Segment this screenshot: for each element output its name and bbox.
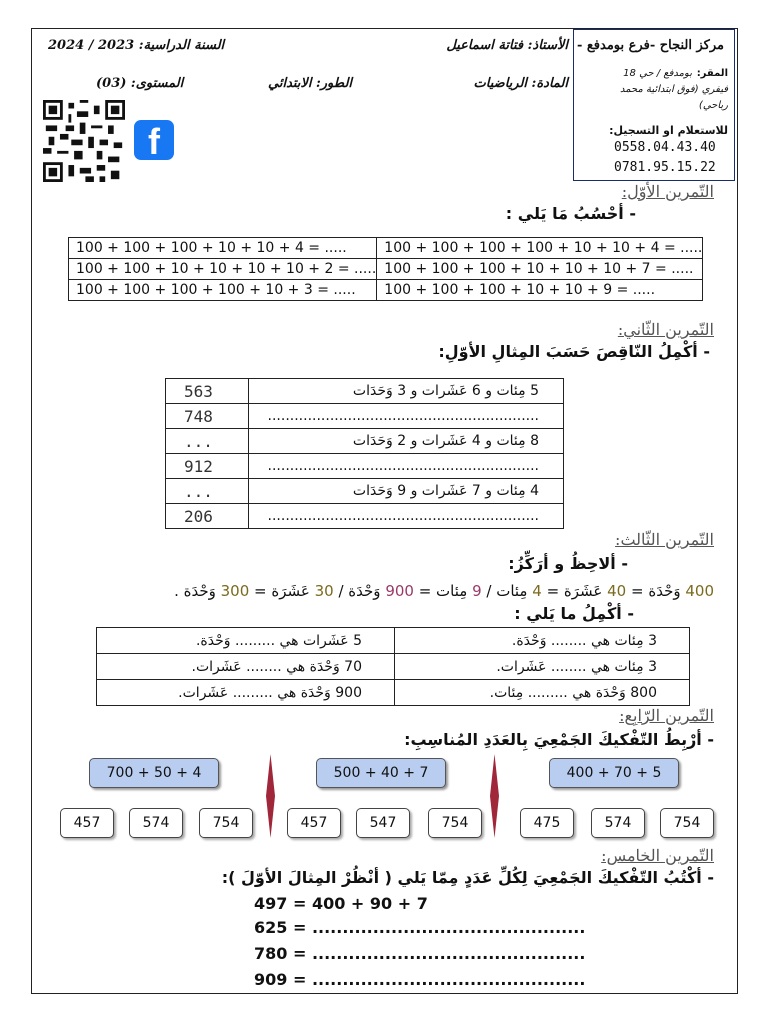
table-row: [69, 238, 703, 259]
sum-card[interactable]: 700 + 50 + 4: [89, 758, 219, 788]
address-line: فيفري (فوق ابتدائية محمد: [620, 84, 728, 95]
text-cell: .............................................................: [249, 504, 564, 529]
decomposition-line: 909 = .............................................: [254, 970, 586, 989]
note-text: عَشَرَة =: [249, 582, 315, 600]
stage: الطور: الابتدائي: [268, 76, 353, 91]
note-text: مِئات /: [481, 582, 533, 600]
table-row: [69, 280, 703, 301]
note-number: 9: [472, 582, 482, 600]
table-cell: 100 + 100 + 100 + 100 + 10 + 10 + 4 = .....: [377, 238, 703, 259]
table-cell: 100 + 100 + 100 + 10 + 10 + 9 = .....: [377, 280, 703, 301]
decomposition-line: 497 = 400 + 90 + 7: [254, 894, 428, 913]
table-cell: 100 + 100 + 100 + 10 + 10 + 4 = .....: [69, 238, 377, 259]
center-name: مركز النجاح -فرع بومدفع -: [576, 38, 724, 53]
note-number: 300: [220, 582, 250, 600]
number-option[interactable]: 547: [356, 808, 410, 838]
table-cell: 3 مِئات هي ........ عَشَرات.: [395, 654, 690, 680]
exercise-3-title: التّمرين الثّالث:: [615, 530, 714, 549]
exercise-5-title: التّمرين الخامس:: [601, 846, 714, 865]
table-row: [166, 404, 564, 429]
note-number: 40: [607, 582, 627, 600]
table-row: [97, 628, 690, 654]
number-option[interactable]: 574: [129, 808, 183, 838]
note-text: وَحْدَة .: [174, 582, 221, 600]
number-option[interactable]: 754: [660, 808, 714, 838]
table-row: [166, 504, 564, 529]
number-option[interactable]: 574: [591, 808, 645, 838]
table-cell: 100 + 100 + 10 + 10 + 10 + 10 + 2 = .....: [69, 259, 377, 280]
text-cell: 8 مِئات و 4 عَشَرات و 2 وَحَدَات: [249, 429, 564, 454]
subject: المادة: الرياضيات: [473, 76, 568, 91]
exercise-3-complete-instruction: - أكْمِلُ ما يَلي :: [514, 604, 634, 623]
exercise-2-table: [165, 378, 564, 529]
sum-card[interactable]: 500 + 40 + 7: [316, 758, 446, 788]
separator-divider: [266, 754, 275, 838]
note-text: وَحْدَة /: [333, 582, 386, 600]
teacher-name: الأستاذ: فتاتة اسماعيل: [446, 38, 568, 53]
number-cell: 563: [166, 379, 249, 404]
exercise-2-instruction: - أكْمِلُ النّاقِصَ حَسَبَ المِثالِ الأوّلِ:: [438, 342, 710, 361]
exercise-3-observe-instruction: - ألاحِظُ و أرَكِّزُ:: [508, 554, 628, 573]
number-option[interactable]: 754: [428, 808, 482, 838]
note-number: 4: [532, 582, 542, 600]
note-number: 900: [385, 582, 414, 600]
note-text: مِئات =: [413, 582, 473, 600]
qr-code-icon: [41, 100, 127, 182]
number-cell: 912: [166, 454, 249, 479]
number-cell: ...: [166, 429, 249, 454]
phone-number: 0558.04.43.40: [614, 140, 716, 155]
table-cell: 900 وَحْدَة هي ......... عَشَرات.: [97, 680, 395, 706]
table-cell: 3 مِئات هي ........ وَحْدَة.: [395, 628, 690, 654]
number-cell: 748: [166, 404, 249, 429]
number-option[interactable]: 457: [60, 808, 114, 838]
table-row: [69, 259, 703, 280]
address-line: بومدفع / حي 18: [623, 68, 692, 79]
table-row: [166, 429, 564, 454]
exercise-2-title: التّمرين الثّاني:: [617, 320, 714, 339]
table-cell: 100 + 100 + 100 + 100 + 10 + 3 = .....: [69, 280, 377, 301]
number-option[interactable]: 754: [199, 808, 253, 838]
exercise-5-instruction: - أكْتُبُ التّفْكيكَ الجَمْعِيَ لِكُلِّ عَدَدٍ مِمّا يَلي ( أنْظُرْ المِثالَ الأوّلَ ):: [221, 868, 714, 887]
number-cell: 206: [166, 504, 249, 529]
center-info-box: [573, 29, 735, 181]
level: المستوى: (03): [96, 76, 184, 91]
address-label: المقر:: [696, 68, 728, 79]
exercise-1-title: التّمرين الأوّل:: [621, 182, 714, 201]
exercise-4-instruction: - أرْبِطُ التّفْكيكَ الجَمْعِيَ بِالعَدَدِ المُناسِبِ:: [404, 730, 714, 749]
exercise-3-table: [96, 627, 690, 706]
phone-number: 0781.95.15.22: [614, 160, 716, 175]
facebook-icon: f: [134, 120, 174, 160]
exercise-1-table: [68, 237, 703, 301]
number-option[interactable]: 475: [520, 808, 574, 838]
exercise-3-note: [174, 582, 714, 600]
note-text: وَحْدَة =: [626, 582, 686, 600]
sum-card[interactable]: 400 + 70 + 5: [549, 758, 679, 788]
table-cell: 100 + 100 + 100 + 10 + 10 + 10 + 7 = .....: [377, 259, 703, 280]
table-cell: 5 عَشَرات هي ......... وَحْدَة.: [97, 628, 395, 654]
note-text: عَشَرَة =: [541, 582, 608, 600]
table-cell: 800 وَحْدَة هي ......... مِئات.: [395, 680, 690, 706]
note-number: 400: [685, 582, 714, 600]
table-row: [97, 680, 690, 706]
exercise-4-title: التّمرين الرّابِع:: [619, 706, 714, 725]
number-option[interactable]: 457: [287, 808, 341, 838]
table-row: [166, 454, 564, 479]
table-row: [97, 654, 690, 680]
number-cell: ...: [166, 479, 249, 504]
text-cell: .............................................................: [249, 454, 564, 479]
separator-divider: [490, 754, 499, 838]
table-cell: 70 وَحْدَة هي ........ عَشَرات.: [97, 654, 395, 680]
school-year: السنة الدراسية: 2023 / 2024: [48, 38, 225, 53]
text-cell: .............................................................: [249, 404, 564, 429]
decomposition-line: 625 = .............................................: [254, 918, 586, 937]
exercise-1-instruction: - أحْسُبُ مَا يَلي :: [505, 204, 636, 223]
text-cell: 4 مِئات و 7 عَشَرات و 9 وَحَدَات: [249, 479, 564, 504]
note-number: 30: [314, 582, 334, 600]
table-row: [166, 479, 564, 504]
address-line: رباحي): [698, 100, 728, 111]
decomposition-line: 780 = .............................................: [254, 944, 586, 963]
contact-label: للاستعلام او التسجيل:: [609, 124, 728, 137]
table-row: [166, 379, 564, 404]
text-cell: 5 مِئات و 6 عَشَرات و 3 وَحَدَات: [249, 379, 564, 404]
